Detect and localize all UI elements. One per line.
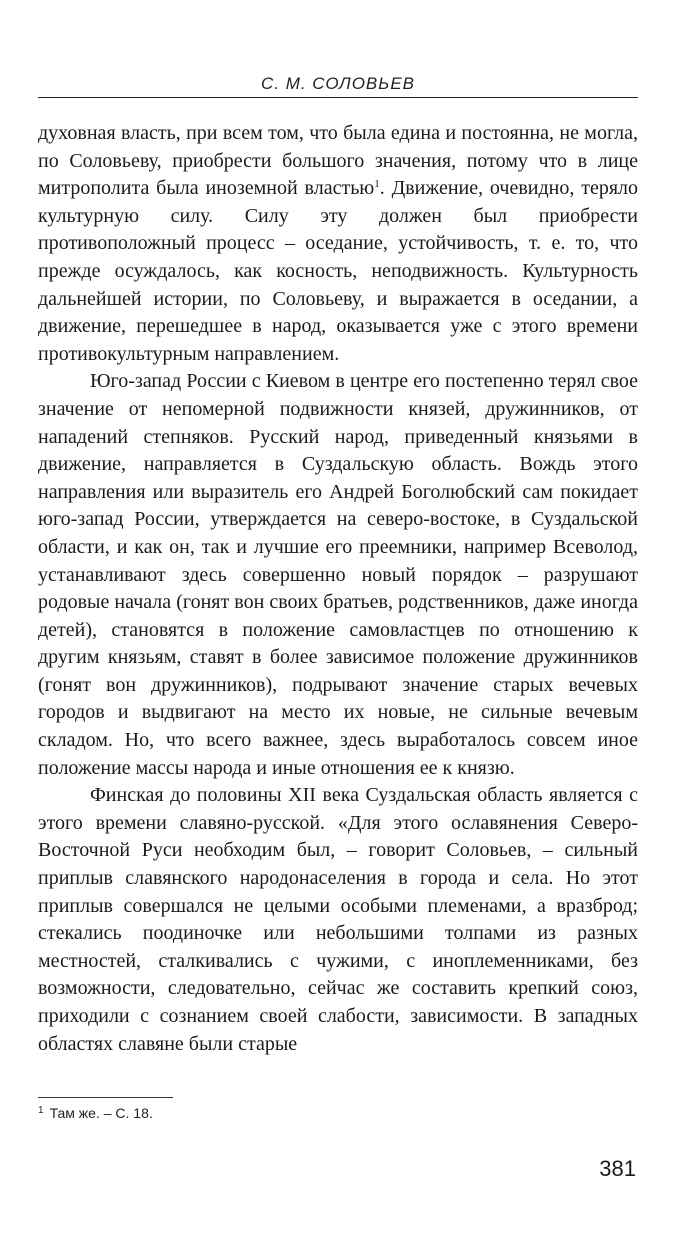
page-number: 381 xyxy=(599,1156,636,1181)
paragraph-3: Финская до половины XII века Суздальская область является с этого времени славяно-русской. «Для этого ославянения Северо-Восточной Руси необходим был, – говорит Соловьев, – сильный приплыв славянского народонаселения в города и села. Но этот приплыв совершался не целыми особыми племенами, а вразброд; стекались поодиночке или небольшими толпами из разных местностей, сталкивались с чужими, с иноплеменниками, без возможности, следовательно, сейчас же составить крепкий союз, приходили с сознанием своей слабости, зависимости. В западных областях славяне были старые xyxy=(38,784,638,1055)
paragraph-1-part-a: духовная власть, при всем том, что была едина и постоянна, не могла, по Соловьеву, приобрести большого значения, потому что в лице митрополита была иноземной властью xyxy=(38,122,638,200)
paragraph-1-part-b: . Движение, очевидно, теряло культурную силу. Силу эту должен был приобрести противоположный процесс – оседание, устойчивость, т. е. то, что прежде осуждалось, как косность, неподвижность. Культурность дальнейшей истории, по Соловьеву, и выражается в оседании, а движение, перешедшее в народ, оказывается уже с этого времени противокультурным направлением. xyxy=(38,177,639,365)
footnote xyxy=(38,1105,153,1121)
footnote-text: Там же. – С. 18. xyxy=(49,1105,153,1121)
footnote-mark: 1 xyxy=(38,1105,44,1116)
header-rule xyxy=(38,97,638,98)
footnote-rule xyxy=(38,1097,173,1098)
footnote-reference: 1 xyxy=(374,178,380,191)
paragraph-1 xyxy=(38,120,638,368)
paragraph-2: Юго-запад России с Киевом в центре его постепенно терял свое значение от непомерной подвижности князей, дружинников, от нападений степняков. Русский народ, приведенный князьями в движение, направляется в Суздальскую область. Вождь этого направления или выразитель его Андрей Боголюбский сам покидает юго-запад России, утверждается на северо-востоке, в Суздальской области, и как он, так и лучшие его преемники, например Всеволод, устанавливают здесь совершенно новый порядок – разрушают родовые начала (гонят вон своих братьев, родственников, даже иногда детей), становятся в положение самовластцев по отношению к другим князьям, ставят в более зависимое положение дружинников (гонят вон дружинников), подрывают значение старых вечевых городов и выдвигают на место их новые, не сильные вечевым складом. Но, что всего важнее, здесь выработалось совсем иное положение массы народа и иные отношения ее к князю. xyxy=(38,370,638,779)
main-text xyxy=(38,120,638,1058)
running-title: С. М. СОЛОВЬЕВ xyxy=(260,74,416,93)
